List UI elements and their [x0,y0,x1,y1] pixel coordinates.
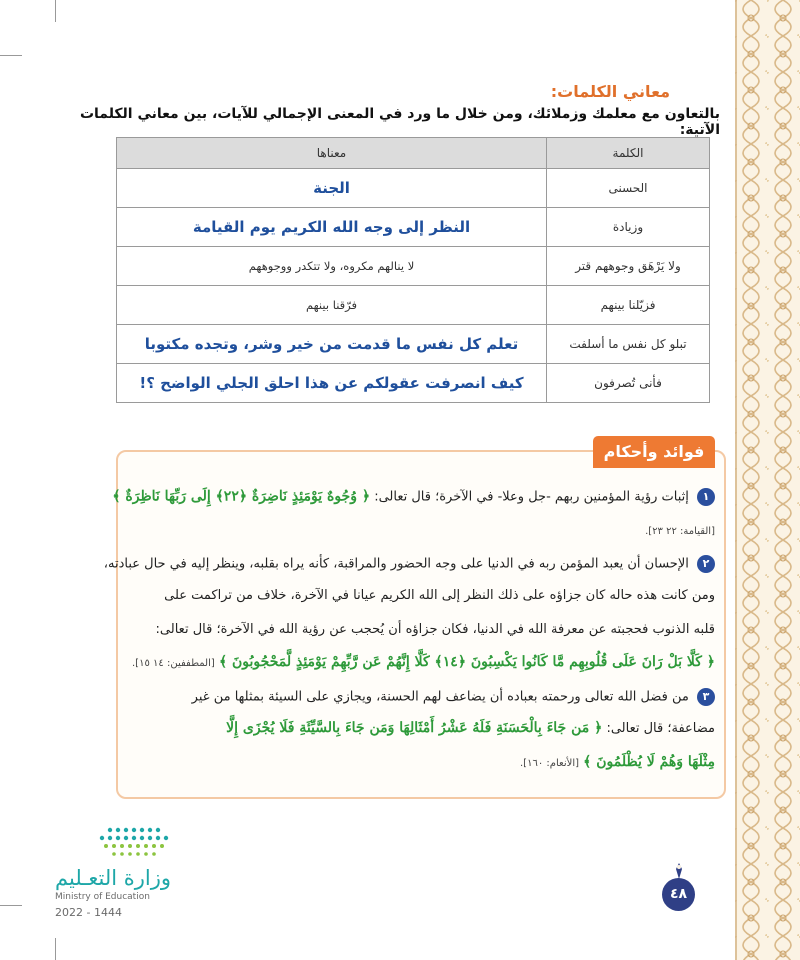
meaning-cell: النظر إلى وجه الله الكريم يوم القيامة [117,208,547,247]
section-title: معاني الكلمات: [550,82,670,101]
item-number-badge: ٣ [697,688,715,706]
word-cell: تبلو كل نفس ما أسلفت [547,325,710,364]
ornament-pattern-icon [735,0,800,960]
verse-reference: [المطففين: ١٤ ١٥]. [132,658,215,669]
verse-reference: [القيامة: ٢٢ ٢٣]. [645,526,715,537]
word-cell: الحسنى [547,169,710,208]
item-number-badge: ١ [697,488,715,506]
benefit-text: إثبات رؤية المؤمنين ربهم -جل وعلا- في الآخرة؛ قال تعالى: [374,489,689,505]
table-row [117,169,710,208]
benefit-item-1 [101,488,715,506]
benefit-text: الإحسان أن يعبد المؤمن ربه في الدنيا على وجه الحضور والمراقبة، كأنه يراه بقلبه، وينظر إليه في حال عبادته، [103,556,689,572]
table-row [117,208,710,247]
edition-year: 2022 - 1444 [55,906,122,919]
vocabulary-table [116,137,710,403]
table-row [117,247,710,286]
benefit-text: من فضل الله تعالى ورحمته بعباده أن يضاعف لهم الحسنة، ويجازي على السيئة بمثلها من غير [191,689,689,705]
benefit-text: قلبه الذنوب فحجبته عن معرفة الله في الدنيا، فكان جزاؤه أن يُحجب عن رؤية الله في الآخرة؛ قال تعالى: [155,622,715,637]
quran-verse: ﴿ مَن جَاءَ بِالْحَسَنَةِ فَلَهُ عَشْرُ أَمْثَالِهَا وَمَن جَاءَ بِالسَّيِّئَةِ فَلَا يُجْزَى إِلَّا [226,720,603,736]
instruction-text: بالتعاون مع معلمك وزملائك، ومن خلال ما ورد في المعنى الإجمالي للآيات، بين معاني الكلمات الآتية: [79,106,720,138]
page-number: ٤٨ [662,878,695,911]
benefit-text-line [101,622,715,637]
benefits-tab: فوائد وأحكام [593,436,715,468]
benefit-item-3 [101,688,715,706]
meaning-cell: الجنة [117,169,547,208]
word-cell: وزيادة [547,208,710,247]
crop-mark [55,938,56,960]
benefit-text: ومن كانت هذه حاله كان جزاؤه على ذلك النظر إلى الله الكريم عيانا في الآخرة، خلاف من تراكمت على [164,588,715,603]
benefit-text: مضاعفة؛ قال تعالى: [606,721,715,736]
meaning-cell: لا ينالهم مكروه، ولا تتكدر ووجوههم [117,247,547,286]
table-header-row [117,138,710,169]
verse-reference: [الأنعام: ١٦٠]. [520,758,579,769]
benefit-verse-line [101,654,715,670]
word-cell: فزيّلنا بينهم [547,286,710,325]
table-row [117,286,710,325]
meaning-cell: فرّقنا بينهم [117,286,547,325]
crop-mark [0,55,22,56]
word-cell: فأنى تُصرفون [547,364,710,403]
meaning-cell: تعلم كل نفس ما قدمت من خير وشر، وتجده مكتوبا [117,325,547,364]
header-meaning: معناها [117,138,547,169]
ministry-name-english: Ministry of Education [55,892,150,902]
quran-verse: ﴿ وُجُوهٌ يَوْمَئِذٍ نَاضِرَةٌ ﴿٢٢﴾ إِلَى رَبِّهَا نَاظِرَةٌ ﴾ [112,488,371,505]
quran-verse: ﴿ كَلَّا بَلْ رَانَ عَلَى قُلُوبِهِم مَّا كَانُوا يَكْسِبُونَ ﴿١٤﴾ كَلَّا إِنَّهُمْ عَن رَّبِّهِمْ يَوْمَئِذٍ لَّمَحْجُوبُونَ ﴾ [218,654,715,670]
benefit-verse-line [101,720,715,736]
decorative-border [735,0,800,960]
table-row [117,325,710,364]
item-number-badge: ٢ [697,555,715,573]
quran-verse: مِثْلَهَا وَهُمْ لَا يُظْلَمُونَ ﴾ [583,754,715,770]
table-row [117,364,710,403]
meaning-cell: كيف انصرفت عقولكم عن هذا احلق الجلي الواضح ؟! [117,364,547,403]
crop-mark [55,0,56,22]
benefit-ref-line [101,523,715,538]
benefit-item-2 [101,555,715,573]
header-word: الكلمة [547,138,710,169]
benefit-verse-line [101,754,715,770]
word-cell: ولا يَرْهَق وجوههم قتر [547,247,710,286]
benefit-text-line [101,588,715,603]
crop-mark [0,905,22,906]
ministry-name-arabic: وزارة التعـليم [55,866,172,890]
